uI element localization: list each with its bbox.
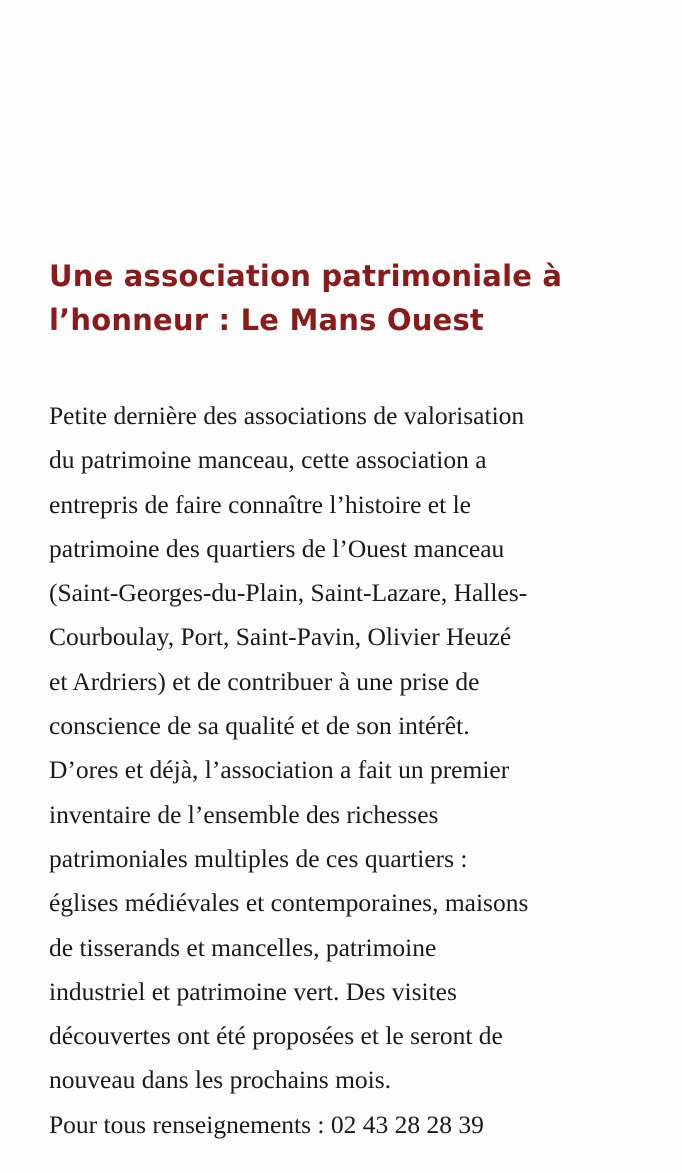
body-line-11: patrimoniales multiples de ces quartiers : [49, 843, 468, 873]
body-line-12: églises médiévales et contemporaines, maisons [49, 888, 529, 918]
body-line-10: inventaire de l’ensemble des richesses [49, 799, 439, 829]
body-line-2: du patrimoine manceau, cette association a [49, 445, 487, 475]
body-line-9: D’ores et déjà, l’association a fait un premier [49, 755, 510, 785]
body-line-1: Petite dernière des associations de valorisation [49, 401, 525, 430]
article-title-line-1: Une association patrimoniale à [49, 259, 563, 293]
body-line-3: entrepris de faire connaître l’histoire et le [49, 489, 471, 519]
body-line-7: et Ardriers) et de contribuer à une prise de [49, 666, 480, 696]
body-line-4: patrimoine des quartiers de l’Ouest manceau [49, 533, 505, 563]
article-title-line-2: l’honneur : Le Mans Ouest [49, 303, 484, 337]
body-line-16: nouveau dans les prochains mois. [49, 1065, 392, 1095]
body-line-6: Courboulay, Port, Saint-Pavin, Olivier Heuzé [49, 622, 512, 652]
contact-line: Pour tous renseignements : 02 43 28 28 39 [49, 1109, 484, 1139]
article-title [49, 254, 669, 342]
body-line-13: de tisserands et mancelles, patrimoine [49, 932, 437, 962]
body-line-5: (Saint-Georges-du-Plain, Saint-Lazare, Halles- [49, 578, 528, 608]
article [49, 254, 669, 1139]
body-line-14: industriel et patrimoine vert. Des visites [49, 976, 457, 1006]
body-line-15: découvertes ont été proposées et le seront de [49, 1021, 503, 1051]
body-line-8: conscience de sa qualité et de son intérêt. [49, 711, 470, 741]
article-body [49, 394, 669, 1147]
